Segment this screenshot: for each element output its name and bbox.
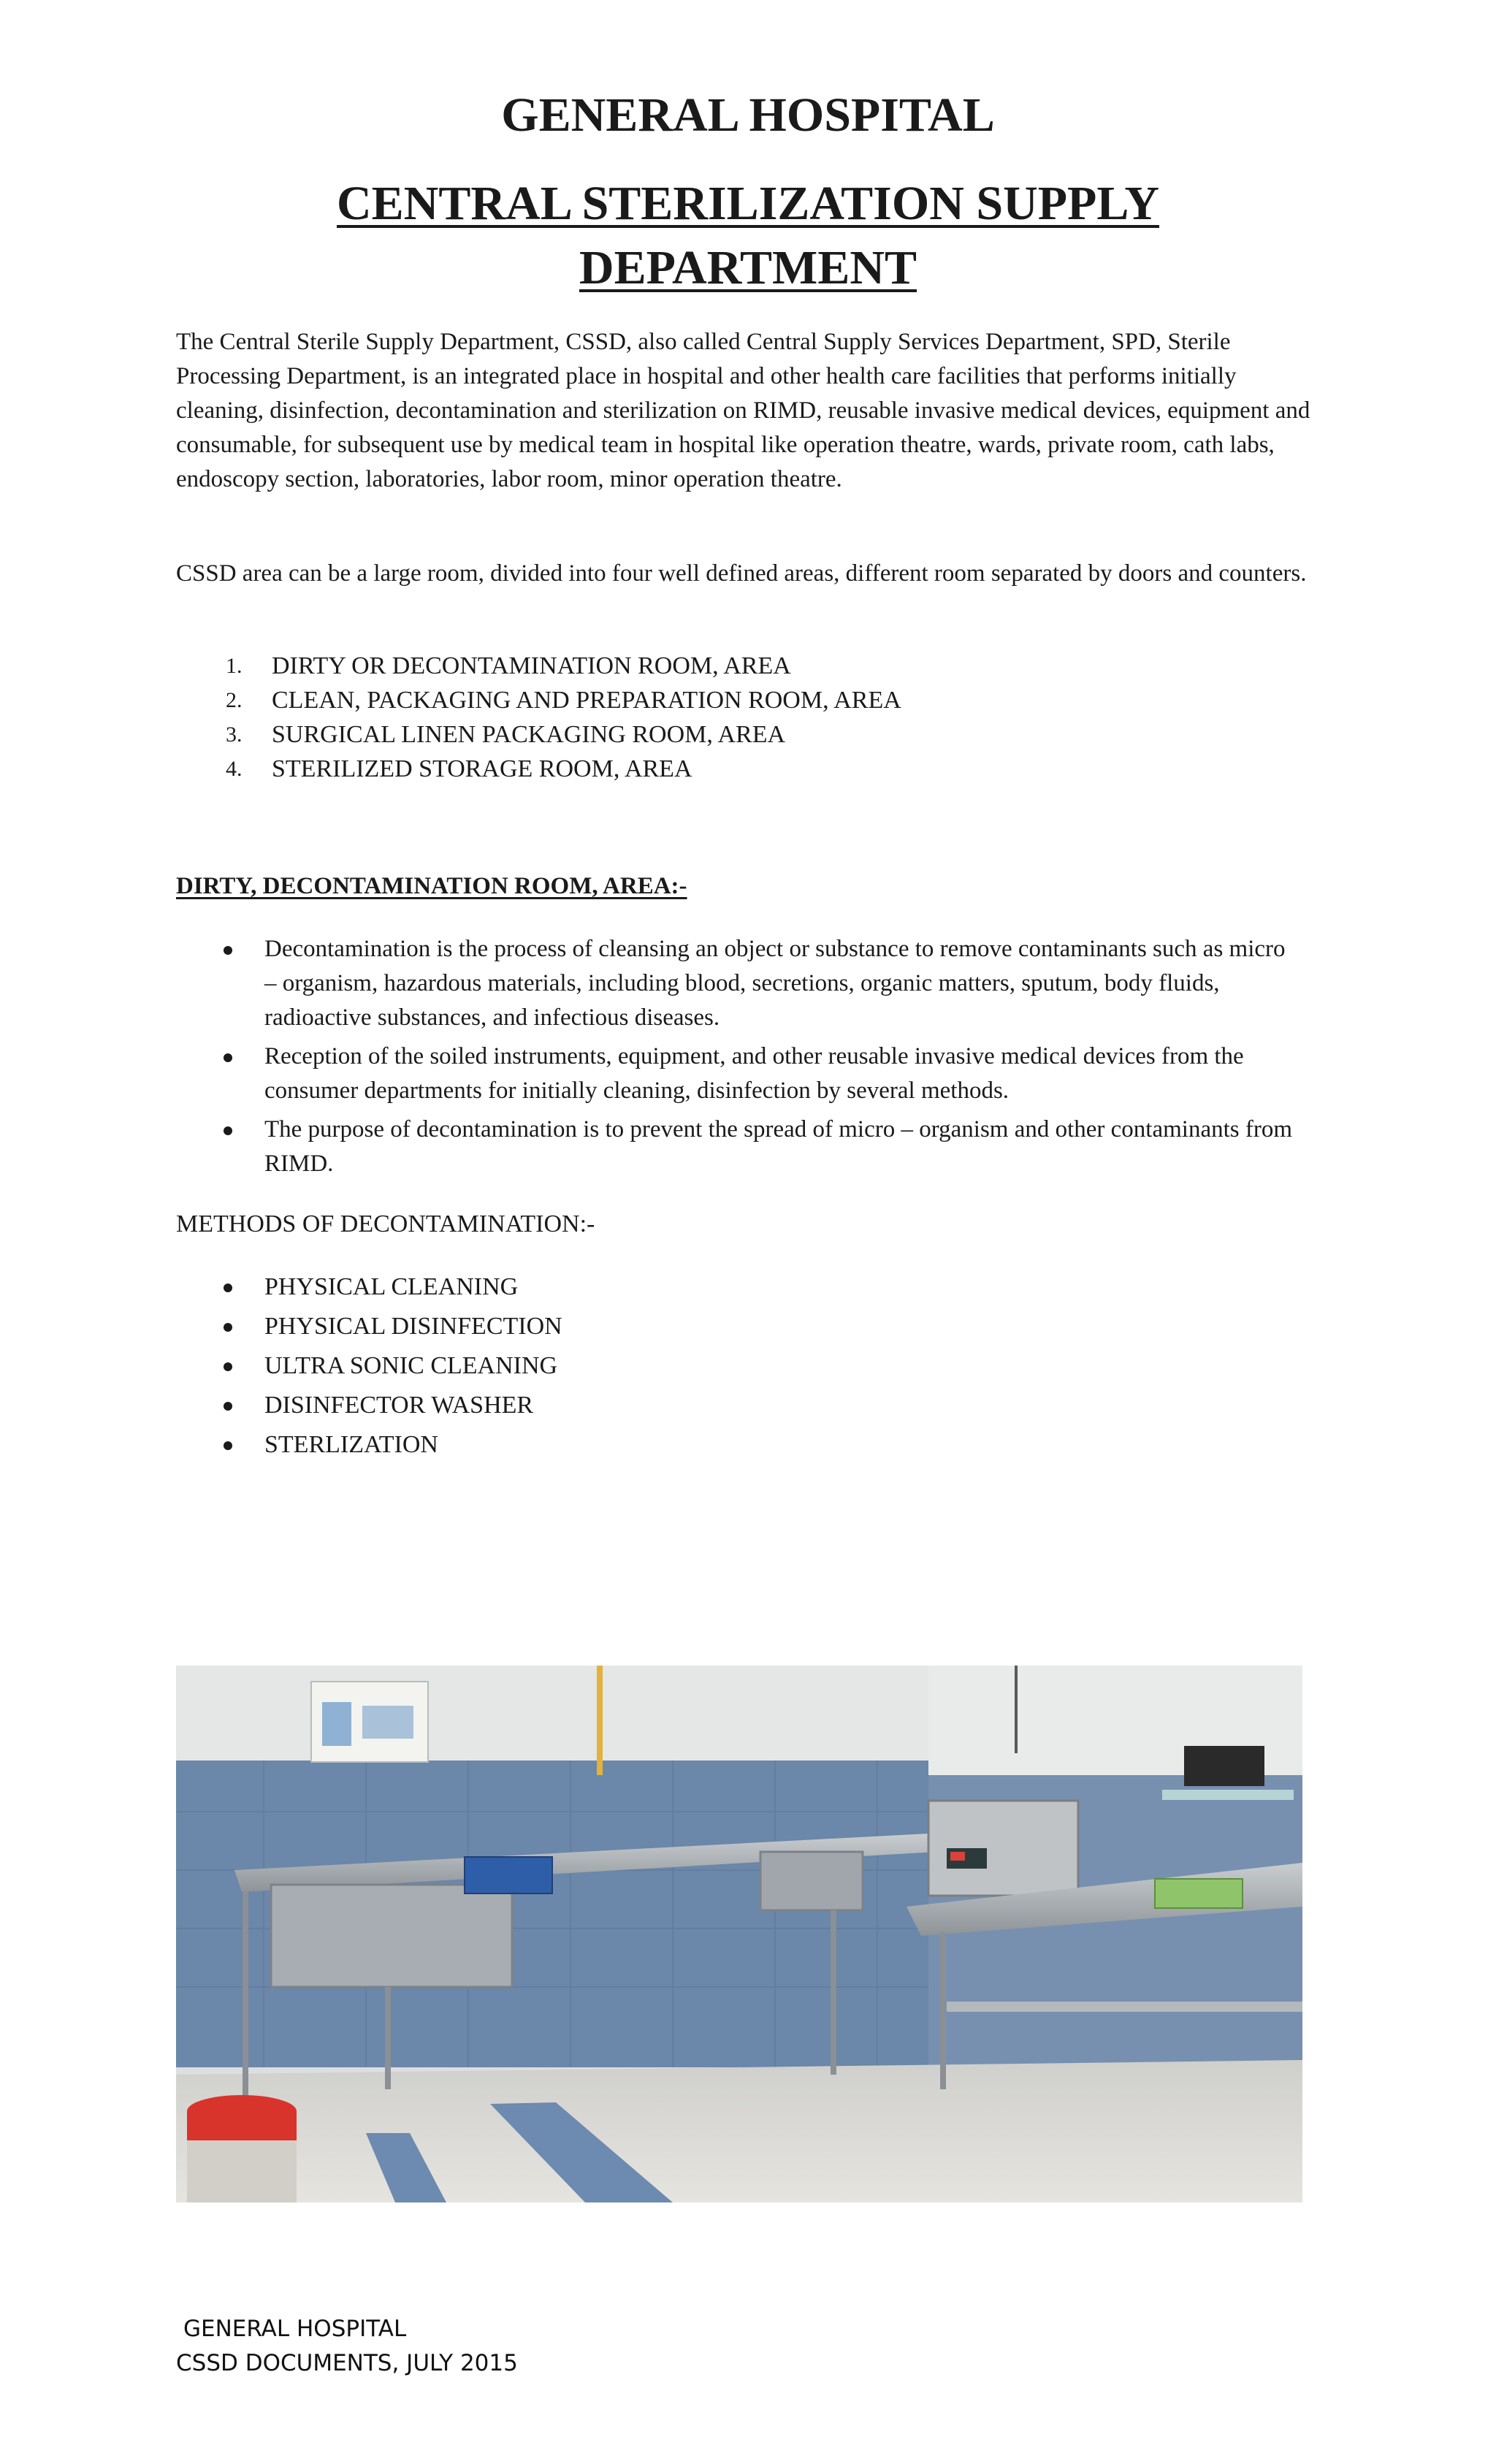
list-number: 3. xyxy=(226,722,243,747)
areas-list xyxy=(176,649,901,786)
bullet-icon xyxy=(224,1284,232,1292)
list-item xyxy=(176,683,901,717)
bullet-icon xyxy=(224,1441,232,1450)
list-item xyxy=(176,717,901,752)
page-footer xyxy=(176,2312,518,2381)
list-number: 2. xyxy=(226,688,243,712)
list-item-label: DIRTY OR DECONTAMINATION ROOM, AREA xyxy=(272,652,791,679)
areas-intro-paragraph: CSSD area can be a large room, divided into four well defined areas, different room separated by doors and counters. xyxy=(176,560,1307,587)
list-item xyxy=(176,1270,1301,1304)
list-item-label: CLEAN, PACKAGING AND PREPARATION ROOM, AREA xyxy=(272,687,901,714)
decontamination-bullets xyxy=(176,932,1301,1186)
list-item xyxy=(176,1349,1301,1383)
bullet-text: Decontamination is the process of cleansing an object or substance to remove contaminants such as micro – organism, hazardous materials, including blood, secretions, organic matters, sputum, body fluids, radioactive substances, and infectious diseases. xyxy=(264,936,1286,1031)
list-item-label: STERILIZED STORAGE ROOM, AREA xyxy=(272,755,692,782)
decontamination-room-photo xyxy=(176,1666,1302,2202)
list-item-label: SURGICAL LINEN PACKAGING ROOM, AREA xyxy=(272,721,786,748)
list-number: 1. xyxy=(226,654,243,678)
room-illustration xyxy=(176,1666,1302,2202)
method-label: PHYSICAL DISINFECTION xyxy=(264,1313,562,1340)
bullet-icon xyxy=(224,1402,232,1411)
list-item xyxy=(176,752,901,786)
department-title xyxy=(278,172,1218,300)
list-item xyxy=(176,1113,1301,1181)
bullet-icon xyxy=(224,1323,232,1332)
list-item xyxy=(176,932,1301,1035)
bullet-icon xyxy=(224,1362,232,1371)
department-title-text: CENTRAL STERILIZATION SUPPLY DEPARTMENT xyxy=(337,177,1159,294)
footer-line: GENERAL HOSPITAL xyxy=(183,2316,407,2342)
footer-line: CSSD DOCUMENTS, JULY 2015 xyxy=(176,2350,518,2376)
method-label: DISINFECTOR WASHER xyxy=(264,1392,534,1419)
list-number: 4. xyxy=(226,757,243,781)
methods-list xyxy=(176,1270,1301,1467)
list-item xyxy=(176,1309,1301,1343)
bullet-text: The purpose of decontamination is to prevent the spread of micro – organism and other contaminants from RIMD. xyxy=(264,1116,1293,1177)
intro-paragraph: The Central Sterile Supply Department, CSSD, also called Central Supply Services Department, SPD, Sterile Processing Department, is an integrated place in hospital and other health care facilities that performs initially cleaning, disinfection, decontamination and sterilization on RIMD, reusable invasive medical devices, equipment and consumable, for subsequent use by medical team in hospital like operation theatre, wards, private room, cath labs, endoscopy section, laboratories, labor room, minor operation theatre. xyxy=(176,329,1310,492)
method-label: PHYSICAL CLEANING xyxy=(264,1273,519,1300)
section-heading: DIRTY, DECONTAMINATION ROOM, AREA:- xyxy=(176,873,687,899)
bullet-icon xyxy=(224,1126,232,1135)
bullet-text: Reception of the soiled instruments, equipment, and other reusable invasive medical devices from the consumer departments for initially cleaning, disinfection by several methods. xyxy=(264,1043,1244,1104)
method-label: STERLIZATION xyxy=(264,1431,438,1458)
list-item xyxy=(176,1040,1301,1108)
list-item xyxy=(176,649,901,683)
bullet-icon xyxy=(224,1053,232,1062)
method-label: ULTRA SONIC CLEANING xyxy=(264,1352,558,1379)
page-title: GENERAL HOSPITAL xyxy=(501,88,995,142)
list-item xyxy=(176,1427,1301,1462)
list-item xyxy=(176,1388,1301,1422)
bullet-icon xyxy=(224,946,232,955)
methods-heading: METHODS OF DECONTAMINATION:- xyxy=(176,1210,595,1237)
